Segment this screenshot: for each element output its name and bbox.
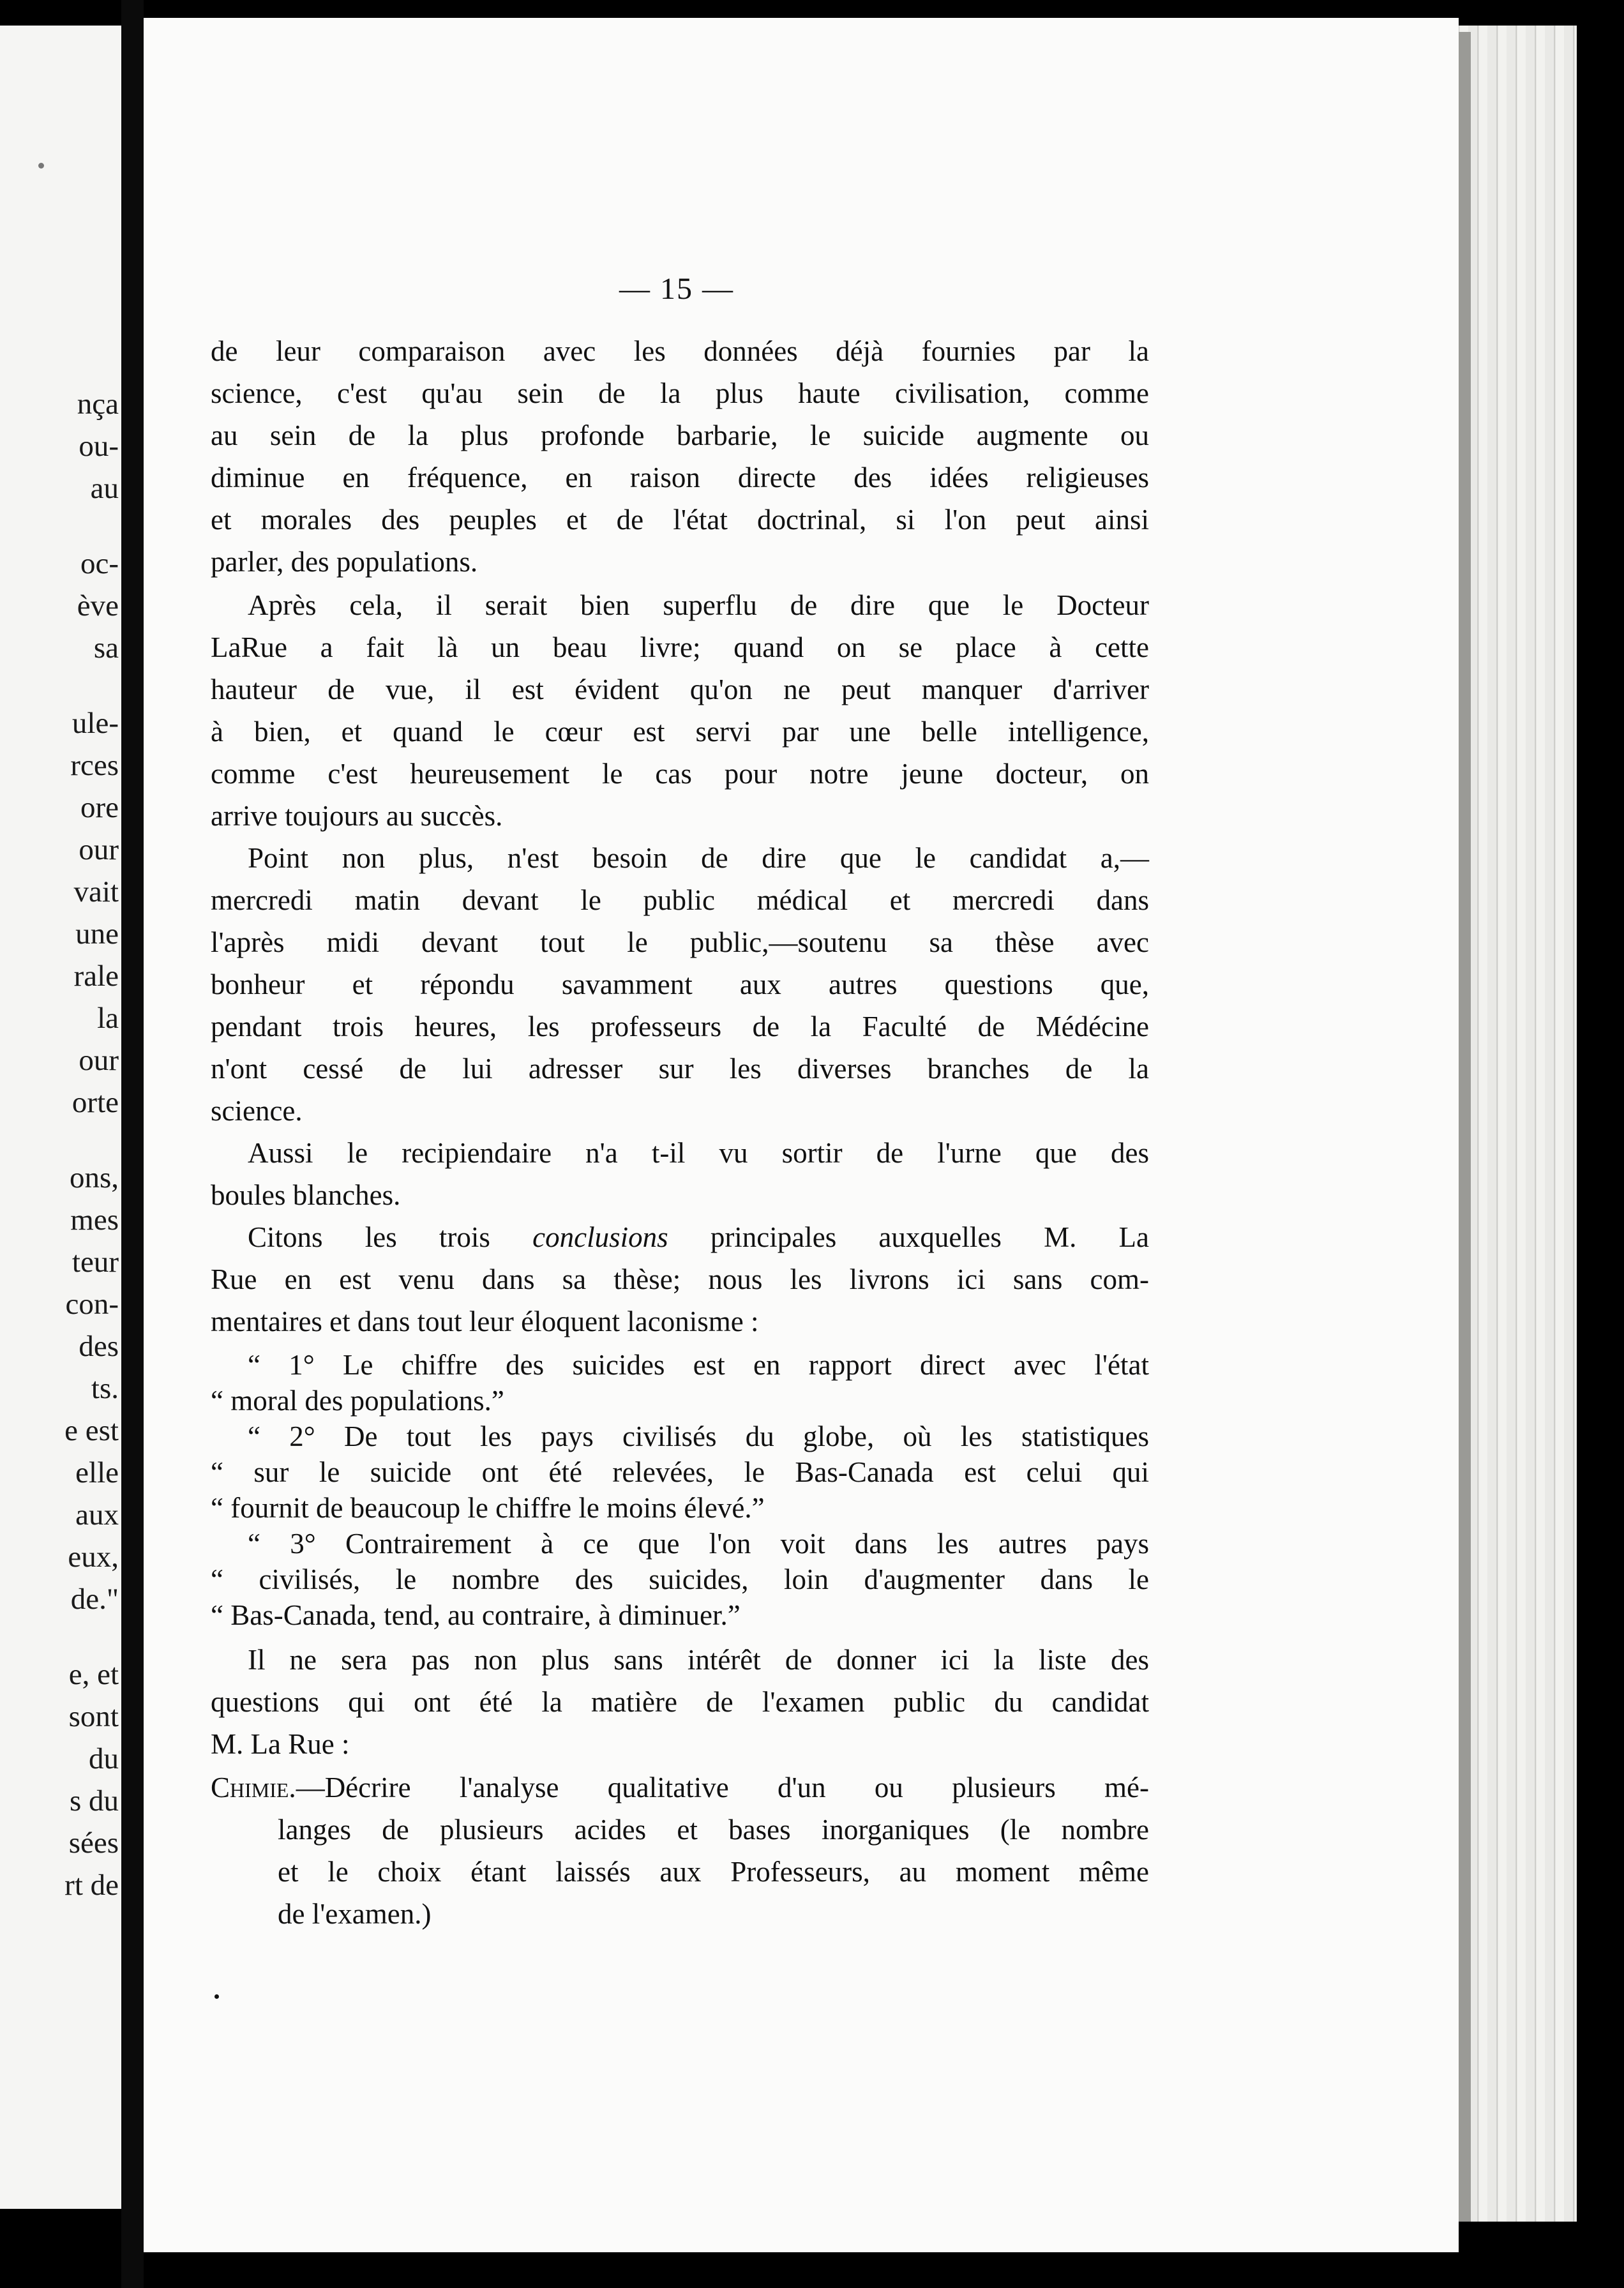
quote-line: “ fournit de beaucoup le chiffre le moins élevé.” — [211, 1492, 765, 1524]
text-line: science. — [211, 1095, 303, 1127]
previous-page-fragment: ore — [80, 791, 119, 824]
previous-page-fragment: une — [75, 917, 119, 951]
text-line — [211, 1223, 1149, 1252]
text-line: l'après midi devant tout le public,—soutenu sa thèse avec — [211, 926, 1149, 958]
text-line: et le choix étant laissés aux Professeurs, au moment même — [278, 1856, 1149, 1888]
previous-page-fragment: our — [79, 1044, 119, 1077]
quote-line: “ civilisés, le nombre des suicides, loin d'augmenter dans le — [211, 1563, 1149, 1595]
page-number: — 15 — — [619, 272, 734, 306]
previous-page-fragment: ou- — [79, 430, 119, 463]
previous-page-fragment: oc- — [80, 547, 119, 580]
previous-page-fragment: vait — [73, 875, 119, 908]
text-line: mentaires et dans tout leur éloquent laconisme : — [211, 1306, 759, 1337]
text-line: bonheur et répondu savamment aux autres questions que, — [211, 968, 1149, 1000]
previous-page-fragment: sées — [68, 1826, 119, 1860]
ink-speck — [214, 1994, 219, 1999]
text-line: Point non plus, n'est besoin de dire que le candidat a,— — [248, 842, 1149, 874]
text-line: M. La Rue : — [211, 1728, 350, 1760]
quote-line: “ 1° Le chiffre des suicides est en rapport direct avec l'état — [248, 1349, 1149, 1381]
text-line: mercredi matin devant le public médical et mercredi dans — [211, 884, 1149, 916]
previous-page-fragment: mes — [70, 1203, 119, 1237]
previous-page-fragment: elle — [75, 1456, 119, 1489]
previous-page-fragment: aux — [75, 1498, 119, 1532]
previous-page-fragment: s du — [69, 1784, 119, 1818]
text-line: LaRue a fait là un beau livre; quand on se place à cette — [211, 631, 1149, 663]
text-line: science, c'est qu'au sein de la plus haute civilisation, comme — [211, 377, 1149, 409]
chimie-label: Chimie. — [211, 1772, 296, 1803]
text-line: pendant trois heures, les professeurs de la Faculté de Médécine — [211, 1011, 1149, 1042]
text-line: de leur comparaison avec les données déjà fournies par la — [211, 335, 1149, 367]
previous-page-fragment: ts. — [91, 1372, 119, 1405]
text-line: hauteur de vue, il est évident qu'on ne peut manquer d'arriver — [211, 674, 1149, 705]
previous-page-fragment: la — [97, 1002, 119, 1035]
ink-speck — [38, 163, 44, 169]
text-line: boules blanches. — [211, 1179, 401, 1211]
text-line: arrive toujours au succès. — [211, 800, 503, 832]
text-line: Aussi le recipiendaire n'a t-il vu sortir de l'urne que des — [248, 1137, 1149, 1169]
text-line: au sein de la plus profonde barbarie, le suicide augmente ou — [211, 419, 1149, 451]
previous-page-fragment: sa — [93, 631, 119, 665]
previous-page-fragment: rale — [73, 960, 119, 993]
previous-page-fragment: au — [90, 472, 119, 505]
text-line: de l'examen.) — [278, 1898, 432, 1930]
previous-page-fragment: orte — [71, 1086, 119, 1119]
previous-page-fragment: eux, — [68, 1540, 119, 1574]
text-line: questions qui ont été la matière de l'examen public du candidat — [211, 1686, 1149, 1718]
previous-page-fragment: e, et — [68, 1658, 119, 1691]
quote-line: “ 2° De tout les pays civilisés du globe, où les statistiques — [248, 1420, 1149, 1452]
text-line: et morales des peuples et de l'état doctrinal, si l'on peut ainsi — [211, 504, 1149, 536]
previous-page-fragment: de." — [70, 1583, 119, 1616]
quote-line: “ Bas-Canada, tend, au contraire, à diminuer.” — [211, 1599, 741, 1631]
previous-page-fragment: teur — [71, 1246, 119, 1279]
text-line: à bien, et quand le cœur est servi par une belle intelligence, — [211, 716, 1149, 748]
previous-page-fragment: du — [89, 1742, 119, 1775]
text-line: n'ont cessé de lui adresser sur les diverses branches de la — [211, 1053, 1149, 1085]
citons-rest: principales auxquelles M. La — [710, 1221, 1149, 1253]
book-gutter — [121, 0, 144, 2288]
previous-page-fragment: ons, — [69, 1161, 119, 1194]
previous-page-fragment: e est — [64, 1414, 119, 1447]
previous-page-fragment: ule- — [71, 707, 119, 740]
quote-line: “ moral des populations.” — [211, 1385, 504, 1417]
quote-line: “ 3° Contrairement à ce que l'on voit dans les autres pays — [248, 1528, 1149, 1560]
text-line: langes de plusieurs acides et bases inorganiques (le nombre — [278, 1814, 1149, 1846]
previous-page-fragment: our — [79, 833, 119, 866]
previous-page-fragment: nça — [77, 388, 119, 421]
text-line: comme c'est heureusement le cas pour notre jeune docteur, on — [211, 758, 1149, 790]
scan-background-right — [1577, 0, 1624, 2288]
previous-page-fragment: rt de — [64, 1869, 119, 1902]
citons-prefix: Citons les trois — [248, 1221, 490, 1253]
text-line: diminue en fréquence, en raison directe des idées religieuses — [211, 462, 1149, 493]
previous-page-fragment: sont — [68, 1700, 119, 1733]
previous-page-fragment: des — [79, 1330, 119, 1363]
previous-page-fragment: con- — [65, 1288, 119, 1321]
text-line: parler, des populations. — [211, 546, 478, 578]
previous-page-fragment: rces — [70, 749, 119, 782]
chimie-text: —Décrire l'analyse qualitative d'un ou plusieurs mé- — [296, 1772, 1149, 1803]
previous-page-edge — [0, 26, 121, 2209]
conclusions-italic: conclusions — [532, 1221, 668, 1253]
text-line: Après cela, il serait bien superflu de dire que le Docteur — [248, 589, 1149, 621]
text-line — [211, 1773, 1149, 1802]
text-line: Il ne sera pas non plus sans intérêt de donner ici la liste des — [248, 1644, 1149, 1676]
quote-line: “ sur le suicide ont été relevées, le Bas-Canada est celui qui — [211, 1456, 1149, 1488]
previous-page-fragment: ève — [77, 589, 119, 622]
text-line: Rue en est venu dans sa thèse; nous les livrons ici sans com- — [211, 1263, 1149, 1295]
